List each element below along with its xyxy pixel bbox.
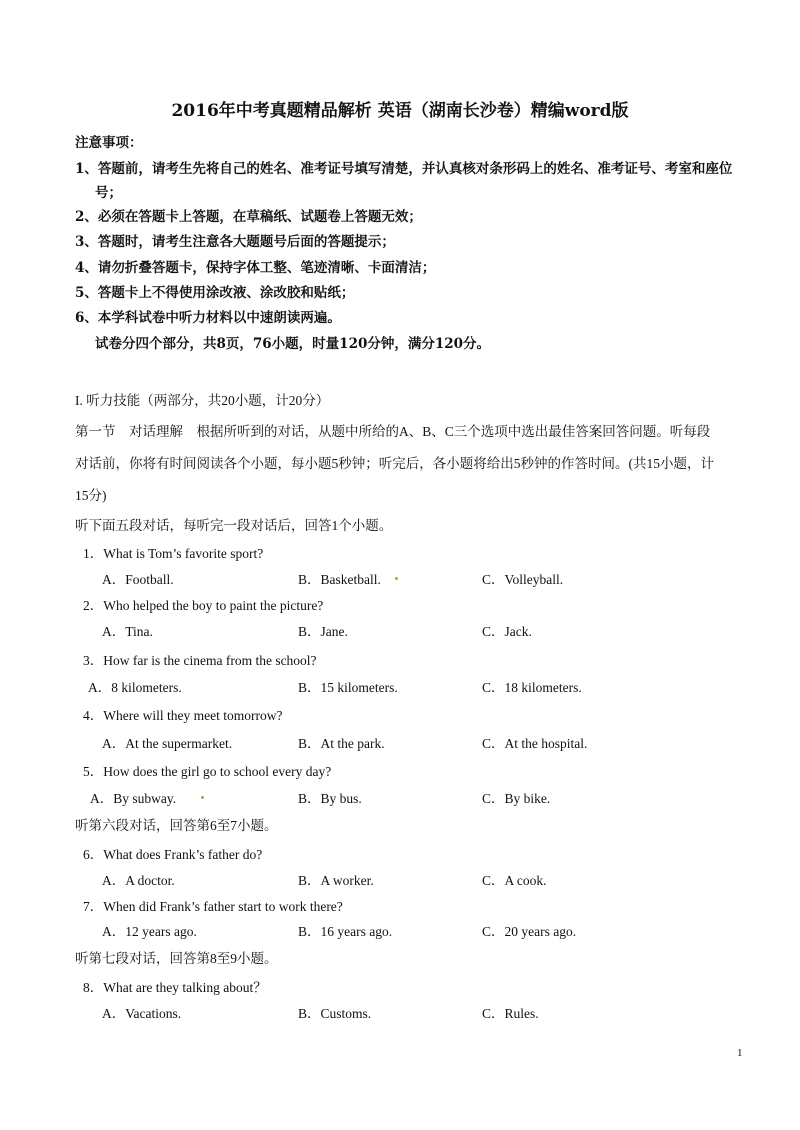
question-6: 6．What does Frank’s father do? bbox=[83, 847, 263, 862]
option-3c: C．18 kilometers. bbox=[482, 680, 582, 695]
document-title: 2016年中考真题精品解析 英语（湖南长沙卷）精编word版 bbox=[171, 101, 629, 121]
option-6b: B．A worker. bbox=[298, 873, 374, 888]
notice-summary: 试卷分四个部分，共8页，76小题，时量120分钟，满分120分。 bbox=[95, 336, 491, 352]
dialogue-intro-3: 听第七段对话，回答第8至9小题。 bbox=[75, 951, 278, 966]
option-1a: A．Football. bbox=[102, 572, 174, 587]
question-8: 8．What are they talking about？ bbox=[83, 980, 267, 995]
stray-mark bbox=[395, 577, 398, 580]
option-5b: B．By bus. bbox=[298, 791, 362, 806]
option-1b: B．Basketball. bbox=[298, 572, 381, 587]
question-3: 3．How far is the cinema from the school? bbox=[83, 653, 317, 668]
question-4: 4．Where will they meet tomorrow? bbox=[83, 708, 283, 723]
option-2b: B．Jane. bbox=[298, 624, 348, 639]
option-7a: A．12 years ago. bbox=[102, 924, 197, 939]
option-4a: A．At the supermarket. bbox=[102, 736, 233, 751]
question-2: 2．Who helped the boy to paint the picture? bbox=[83, 598, 324, 613]
notice-rule-3: 3、答题时，请考生注意各大题题号后面的答题提示； bbox=[75, 234, 395, 250]
option-2a: A．Tina. bbox=[102, 624, 153, 639]
notice-heading: 注意事项： bbox=[75, 135, 143, 151]
option-8b: B．Customs. bbox=[298, 1006, 372, 1021]
option-8a: A．Vacations. bbox=[102, 1006, 182, 1021]
option-2c: C．Jack. bbox=[482, 624, 532, 639]
notice-rule-2: 2、必须在答题卡上答题，在草稿纸、试题卷上答题无效； bbox=[75, 209, 422, 225]
option-5a: A．By subway. bbox=[90, 791, 177, 806]
page-number: 1 bbox=[737, 1047, 743, 1059]
option-4c: C．At the hospital. bbox=[482, 736, 588, 751]
option-4b: B．At the park. bbox=[298, 736, 385, 751]
stray-mark bbox=[201, 796, 204, 799]
notice-rule-1-cont: 号； bbox=[95, 185, 122, 201]
part1-instructions-line1: 第一节 对话理解 根据所听到的对话，从题中所给的A、B、C三个选项中选出最佳答案回答问题。听每段 bbox=[75, 424, 711, 439]
option-6c: C．A cook. bbox=[482, 873, 547, 888]
dialogue-intro-2: 听第六段对话，回答第6至7小题。 bbox=[75, 818, 278, 833]
option-6a: A．A doctor. bbox=[102, 873, 175, 888]
option-8c: C．Rules. bbox=[482, 1006, 539, 1021]
notice-rule-4: 4、请勿折叠答题卡，保持字体工整、笔迹清晰、卡面清洁； bbox=[75, 260, 436, 276]
option-7b: B．16 years ago. bbox=[298, 924, 393, 939]
option-7c: C．20 years ago. bbox=[482, 924, 577, 939]
dialogue-intro-1: 听下面五段对话，每听完一段对话后，回答1个小题。 bbox=[75, 518, 393, 533]
notice-rule-6: 6、本学科试卷中听力材料以中速朗读两遍。 bbox=[75, 310, 341, 326]
notice-rule-1: 1、答题前，请考生先将自己的姓名、准考证号填写清楚，并认真核对条形码上的姓名、准考证号、考室和座位 bbox=[75, 161, 733, 177]
section-heading: I. 听力技能（两部分，共20小题，计20分） bbox=[75, 393, 330, 408]
question-1: 1．What is Tom’s favorite sport? bbox=[83, 546, 264, 561]
option-1c: C．Volleyball. bbox=[482, 572, 564, 587]
option-3b: B．15 kilometers. bbox=[298, 680, 398, 695]
notice-rule-5: 5、答题卡上不得使用涂改液、涂改胶和贴纸； bbox=[75, 285, 355, 301]
option-3a: A．8 kilometers. bbox=[88, 680, 182, 695]
part1-instructions-line2: 对话前，你将有时间阅读各个小题，每小题5秒钟；听完后，各小题将给出5秒钟的作答时间。(共15小题，计 bbox=[75, 456, 714, 471]
question-7: 7．When did Frank’s father start to work there? bbox=[83, 899, 343, 914]
question-5: 5．How does the girl go to school every day? bbox=[83, 764, 332, 779]
option-5c: C．By bike. bbox=[482, 791, 551, 806]
part1-instructions-line3: 15分) bbox=[75, 488, 107, 503]
